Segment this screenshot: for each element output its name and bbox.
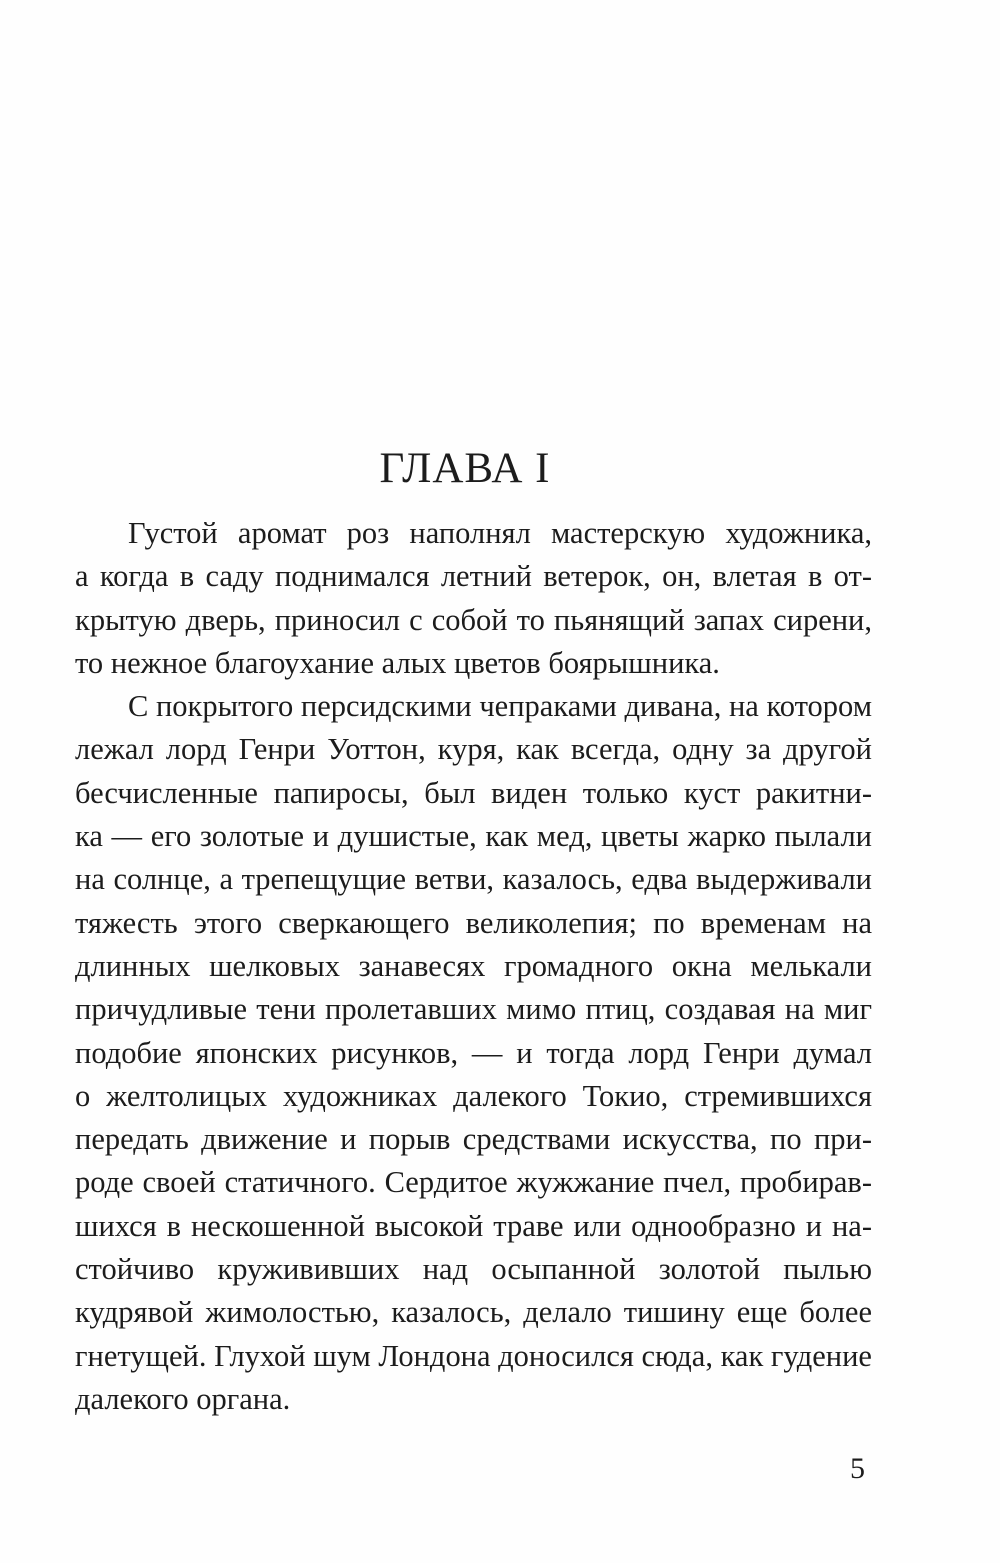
chapter-title: ГЛАВА I [379,444,551,492]
text-line: С покрытого персидскими чепраками дивана, на котором [128,689,872,724]
paragraph-1 [75,512,872,685]
text-line: на солнце, а трепещущие ветви, казалось, едва выдерживали [75,862,872,897]
page-number: 5 [850,1452,865,1485]
text-line: а когда в саду поднимался летний ветерок, он, влетая в от- [75,559,872,594]
text-line: стойчиво кружививших над осыпанной золотой пылью [75,1252,872,1287]
text-line: Густой аромат роз наполнял мастерскую художника, [128,516,872,550]
text-line: роде своей статичного. Сердитое жужжание пчел, пробирав- [75,1165,872,1200]
text-line: лежал лорд Генри Уоттон, куря, как всегда, одну за другой [75,732,872,767]
text-line: тяжесть этого сверкающего великолепия; по временам на [75,905,872,940]
text-line: о желтолицых художниках далекого Токио, стремившихся [75,1078,872,1113]
text-line: подобие японских рисунков, — и тогда лорд Генри думал [75,1035,872,1070]
text-line: бесчисленные папиросы, был виден только куст ракитни- [75,775,872,810]
text-line: причудливые тени пролетавших мимо птиц, создавая на миг [75,992,872,1027]
text-line: далекого органа. [75,1381,291,1416]
text-line: гнетущей. Глухой шум Лондона доносился сюда, как гудение [75,1338,872,1373]
text-line: кудрявой жимолостью, казалось, делало тишину еще более [75,1295,872,1330]
text-line: то нежное благоухание алых цветов боярышника. [75,645,720,680]
paragraph-2 [75,685,872,1421]
text-line: шихся в нескошенной высокой траве или однообразно и на- [75,1208,872,1243]
body-text [75,512,872,1421]
text-line: крытую дверь, приносил с собой то пьянящий запах сирени, [75,602,872,637]
text-line: ка — его золотые и душистые, как мед, цветы жарко пылали [75,819,872,854]
text-line: передать движение и порыв средствами искусства, по при- [75,1122,872,1157]
text-line: длинных шелковых занавесях громадного окна мелькали [75,948,872,983]
